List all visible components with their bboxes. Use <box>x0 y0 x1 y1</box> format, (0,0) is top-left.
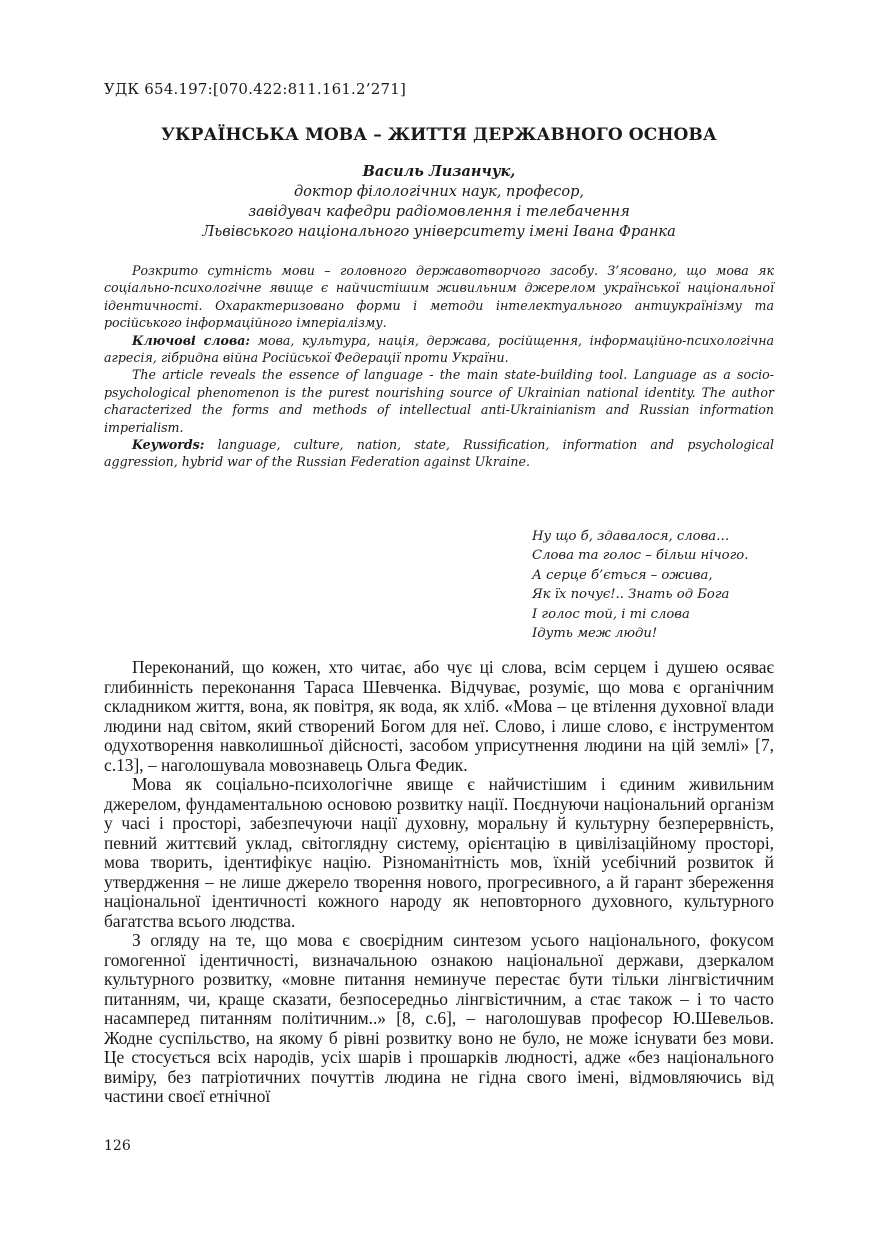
poem-line: Ну що б, здавалося, слова… <box>532 529 730 544</box>
abstract <box>104 262 774 471</box>
article-title: УКРАЇНСЬКА МОВА – ЖИТТЯ ДЕРЖАВНОГО ОСНОВА <box>161 125 717 145</box>
article-body <box>104 658 774 1107</box>
keywords-english <box>104 436 774 471</box>
udk-code: УДК 654.197:[070.422:811.161.2’271] <box>104 80 407 98</box>
author-position: завідувач кафедри радіомовлення і телебачення <box>248 204 630 220</box>
epigraph-poem <box>532 527 748 643</box>
poem-line: Як їх почує!.. Знать од Бога <box>532 587 730 603</box>
author-affiliation: Львівського національного університету імені Івана Франка <box>202 224 676 240</box>
keywords-label-uk: Ключові слова: <box>132 332 251 348</box>
poem-line: А серце б’ється – ожива, <box>532 567 713 583</box>
abstract-ukrainian: Розкрито сутність мови – головного державотворчого засобу. З’ясовано, що мова як соціально-психологічне явище є найчистішим живильним джерелом української національної ідентичності. Охарактеризовано форми і методи інтелектуального антиукраїнізму та російського інформаційного імперіалізму. <box>104 263 774 331</box>
keywords-list-en: language, culture, nation, state, Russification, information and psychological aggression, hybrid war of the Russian Federation against Ukraine. <box>104 437 774 470</box>
abstract-english: The article reveals the essence of language - the main state-building tool. Language as a socio-psychological phenomenon is the purest nourishing source of Ukrainian national identity. The author characterized the forms and methods of intellectual anti-Ukrainianism and Russian information imperialism. <box>104 367 774 435</box>
author-degree: доктор філологічних наук, професор, <box>293 184 585 200</box>
keywords-list-uk: мова, культура, нація, держава, російщення, інформаційно-психологічна агресія, гібридна війна Російської Федерації проти України. <box>104 332 774 366</box>
page-number: 126 <box>104 1138 131 1154</box>
author-block <box>104 162 774 242</box>
keywords-ukrainian <box>104 332 774 367</box>
body-paragraph: Переконаний, що кожен, хто читає, або чує ці слова, всім серцем і душею осяває глибинність переконання Тараса Шевченка. Відчуває, розуміє, що мова є органічним складником життя, вона, як повітря, як вода, як хліб. «Мова – це втілення духовної влади людини над світом, який створений Богом для неї. Слово, і лише слово, є інструментом одухотворення навколишньої дійсності, засобом уприсутнення людини на цій землі» [7, с.13], – наголошувала мовознавець Ольга Федик. <box>104 657 774 775</box>
author-name: Василь Лизанчук, <box>362 163 516 180</box>
poem-line: Слова та голос – більш нічого. <box>532 548 749 564</box>
keywords-label-en: Keywords: <box>132 437 205 453</box>
poem-line: І голос той, і ті слова <box>532 606 690 622</box>
body-paragraph: Мова як соціально-психологічне явище є найчистішим і єдиним живильним джерелом, фундаментальною основою розвитку нації. Поєднуючи національний організм у часі і просторі, забезпечуючи нації духовну, моральну й культурну безперервність, певний життєвий уклад, світоглядну систему, орієнтацію в цивілізаційному просторі, мова творить, ідентифікує націю. Різноманітність мов, їхній усебічний розвиток й утвердження – не лише джерело творення нового, прогресивного, а й гарант збереження національної ідентичності кожного народу як неповторного духовного, культурного багатства всього людства. <box>104 774 774 931</box>
body-paragraph: З огляду на те, що мова є своєрідним синтезом усього національного, фокусом гомогенної ідентичності, визначальною ознакою національної держави, дзеркалом культурного розвитку, «мовне питання неминуче перестає бути тільки лінгвістичним питанням, чи, краще сказати, безпосередньо лінгвістичним, а стає також – і то часто насамперед питанням політичним..» [8, с.6], – наголошував професор Ю.Шевельов. Жодне суспільство, на якому б рівні розвитку воно не було, не може існувати без мови. Це стосується всіх народів, усіх шарів і прошарків людності, адже «без національного виміру, без патріотичних почуттів людина не гідна свого імені, відмовляючись від частини своєї етнічної <box>104 930 774 1106</box>
poem-line: Ідуть меж люди! <box>532 626 658 642</box>
